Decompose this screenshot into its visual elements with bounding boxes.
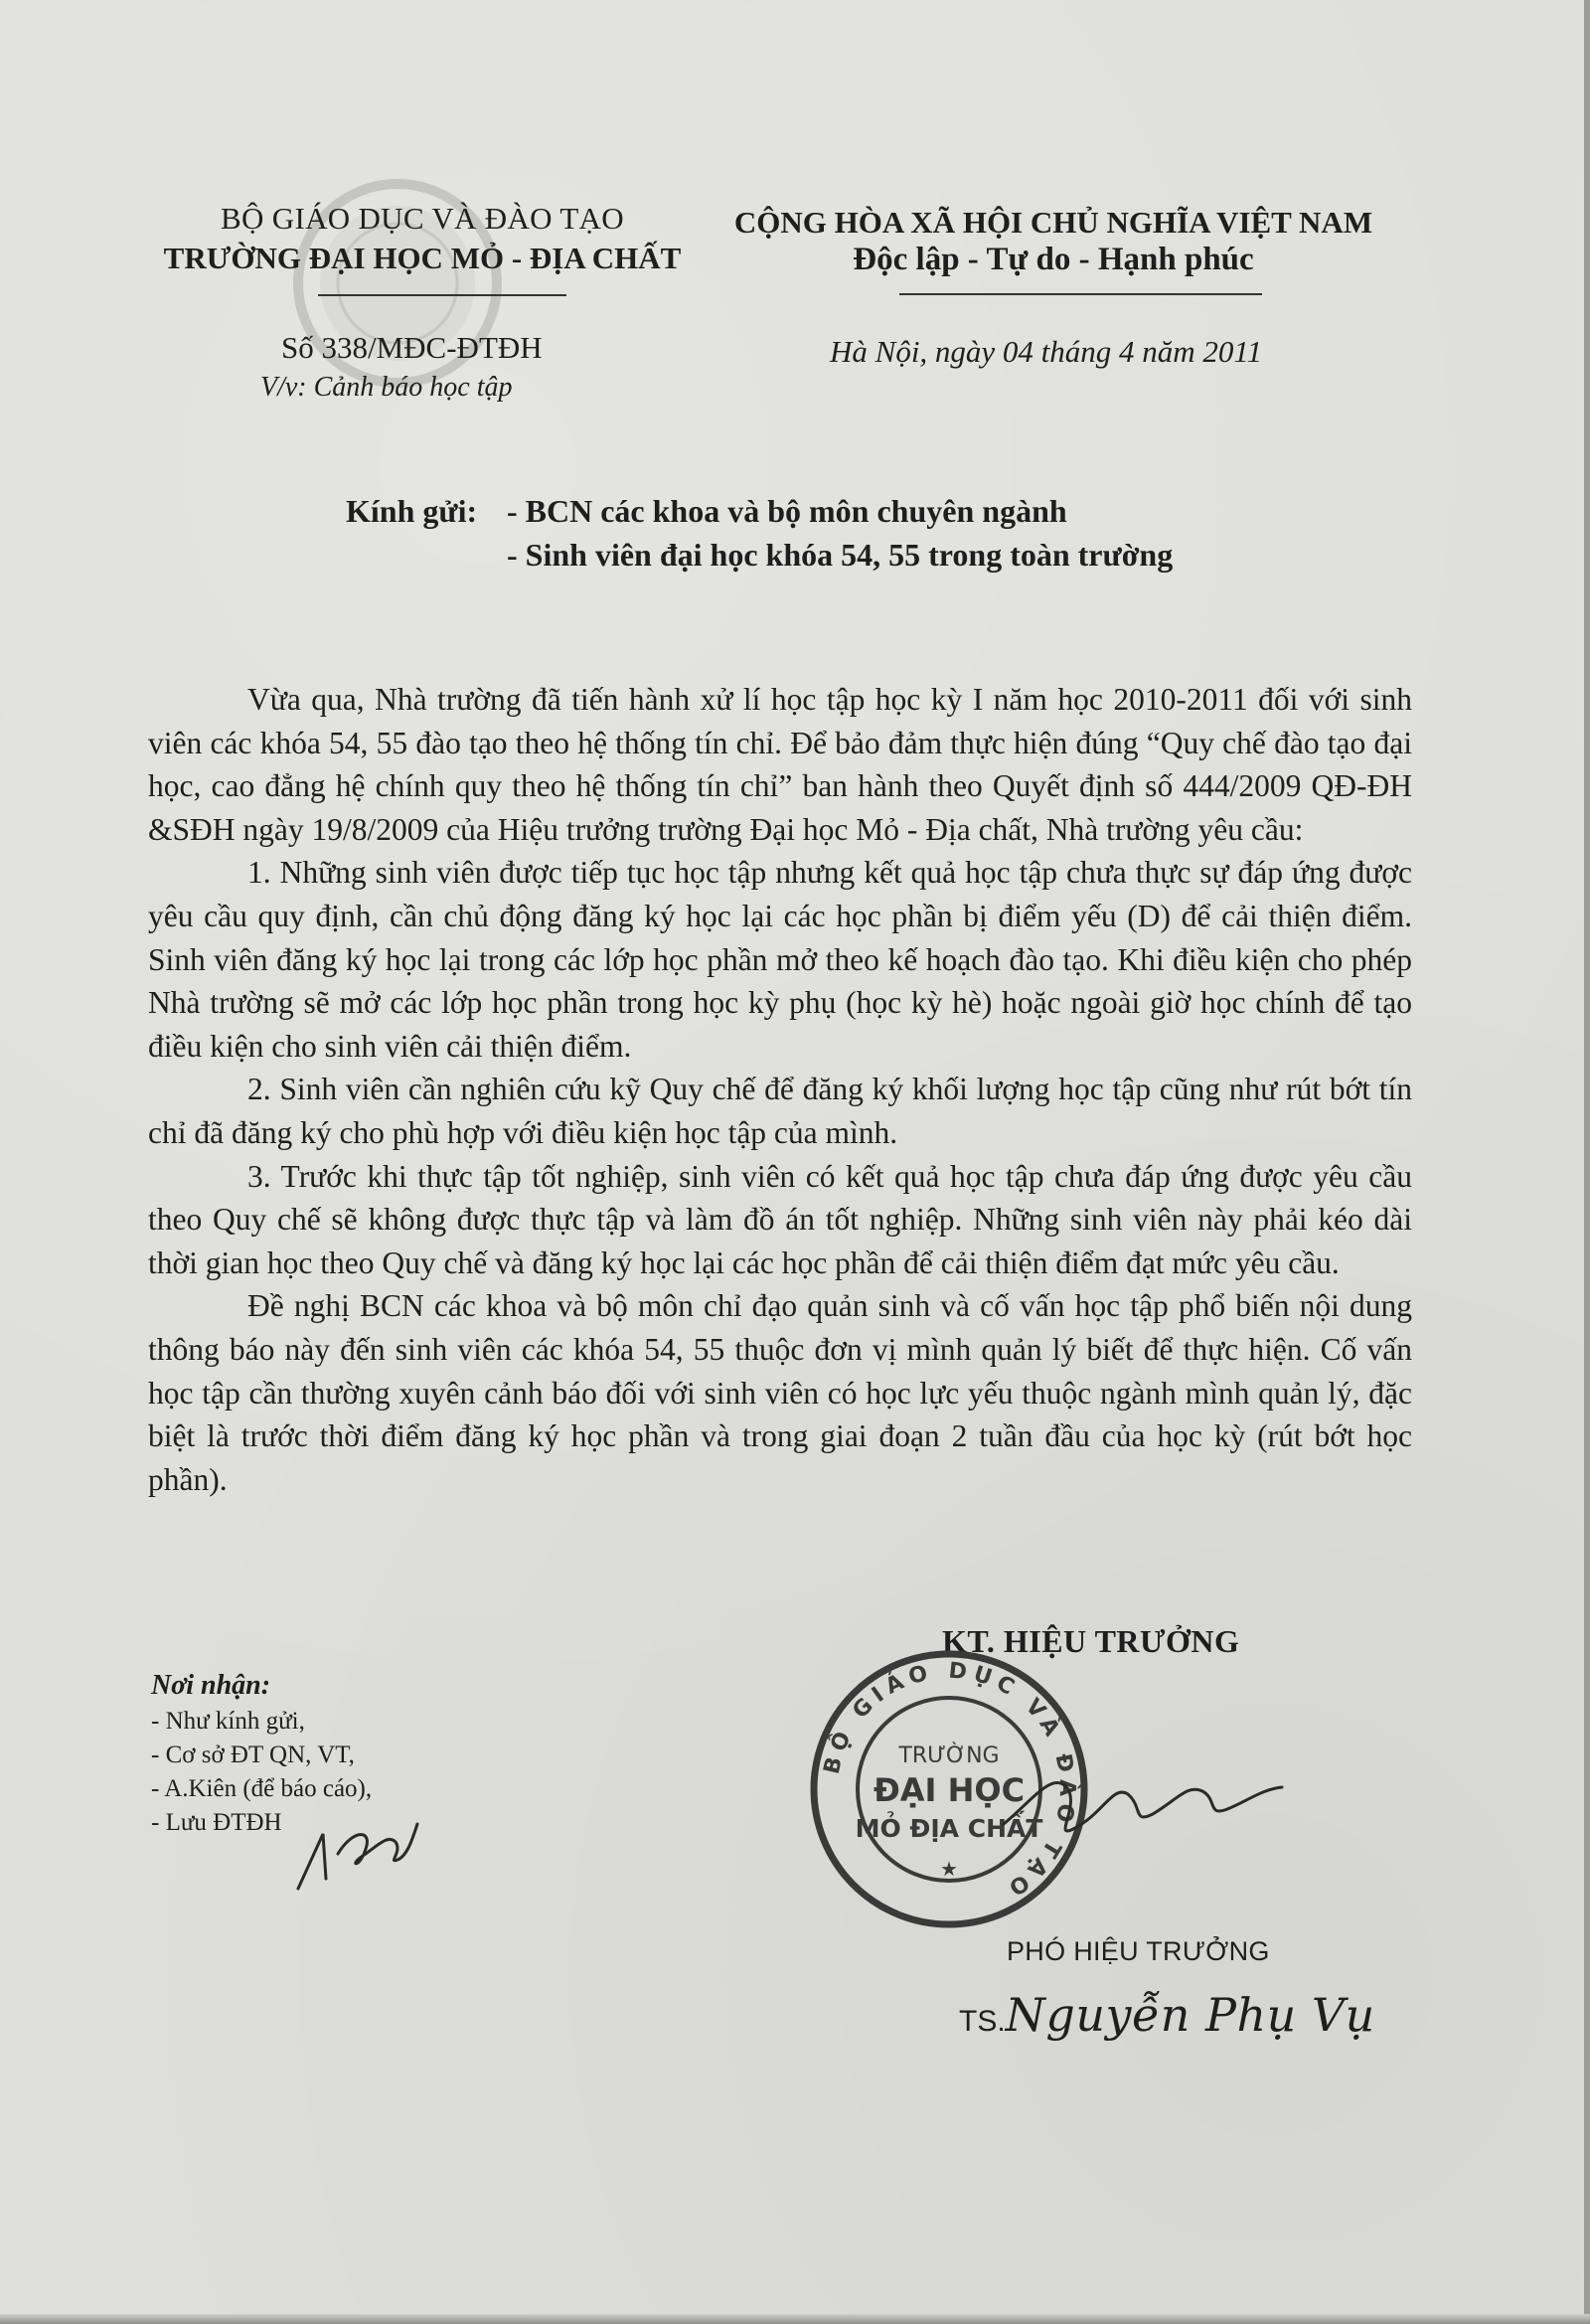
distribution-title: Nơi nhận:: [151, 1670, 271, 1701]
country-name: CỘNG HÒA XÃ HỘI CHỦ NGHĨA VIỆT NAM: [733, 205, 1373, 240]
stamp-star-icon: ★: [940, 1857, 958, 1881]
body-paragraph: 2. Sinh viên cần nghiên cứu kỹ Quy chế để đăng ký khối lượng học tập cũng như rút bớt tín chỉ đã đăng ký cho phù hợp với điều kiện học tập của mình.: [148, 1072, 1412, 1150]
signer-full-name: Nguyễn Phụ Vụ: [1005, 1988, 1375, 2042]
signer-position: PHÓ HIỆU TRƯỞNG: [1007, 1936, 1270, 1966]
document-subject: V/v: Cảnh báo học tập: [260, 372, 513, 403]
distribution-item: - Cơ sở ĐT QN, VT,: [151, 1742, 355, 1768]
signature-title: KT. HIỆU TRƯỞNG: [942, 1623, 1240, 1659]
distribution-item: - Lưu ĐTĐH: [151, 1809, 282, 1836]
body-paragraph: 1. Những sinh viên được tiếp tục học tập nhưng kết quả học tập chưa thực sự đáp ứng được yêu cầu quy định, cần chủ động đăng ký học lại các học phần bị điểm yếu (D) để cải thiện điểm. Sinh viên đăng ký học lại trong các lớp học phần mở theo kế hoạch đào tạo. Khi điều kiện cho phép Nhà trường sẽ mở các lớp học phần trong học kỳ phụ (học kỳ hè) hoặc ngoài giờ học chính để tạo điều kiện cho sinh viên cải thiện điểm.: [148, 855, 1412, 1064]
initials-scribble-icon: [278, 1794, 427, 1904]
distribution-item: - Như kính gửi,: [151, 1708, 305, 1735]
signer-name: [959, 1988, 1375, 2042]
stamp-line-2: ĐẠI HỌC: [873, 1771, 1026, 1809]
scan-edge-bottom: [0, 2314, 1590, 2324]
recipient-line: - BCN các khoa và bộ môn chuyên ngành: [507, 493, 1067, 529]
scan-edge-right: [1584, 0, 1590, 2324]
stamp-outer-text: BỘ GIÁO DỤC VÀ ĐÀO TẠO: [819, 1658, 1080, 1904]
signer-prefix: TS.: [959, 2005, 1006, 2038]
body-paragraph: Đề nghị BCN các khoa và bộ môn chỉ đạo quản sinh và cố vấn học tập phổ biến nội dung thông báo này đến sinh viên các khóa 54, 55 thuộc đơn vị mình quản lý biết để thực hiện. Cố vấn học tập cần thường xuyên cảnh báo đối với sinh viên có học lực yếu thuộc ngành mình quản lý, đặc biệt là trước thời điểm đăng ký học phần và trong giai đoạn 2 tuần đầu của học kỳ (rút bớt học phần).: [148, 1288, 1412, 1497]
document-number: Số 338/MĐC-ĐTĐH: [281, 330, 543, 365]
distribution-item: - A.Kiên (để báo cáo),: [151, 1775, 373, 1802]
university-name: TRƯỜNG ĐẠI HỌC MỎ - ĐỊA CHẤT: [163, 241, 682, 275]
ministry-name: BỘ GIÁO DỤC VÀ ĐÀO TẠO: [221, 201, 624, 236]
header-right-divider: [899, 293, 1262, 295]
letter-body: [148, 678, 1412, 1501]
stamp-line-1: TRƯỜNG: [898, 1743, 1000, 1768]
header-left-divider: [318, 294, 566, 296]
stamp-line-3: MỎ ĐỊA CHẤT: [855, 1814, 1043, 1843]
national-motto: Độc lập - Tự do - Hạnh phúc: [853, 242, 1254, 277]
handwritten-signature-icon: [994, 1730, 1292, 1859]
body-paragraph: Vừa qua, Nhà trường đã tiến hành xử lí học tập học kỳ I năm học 2010-2011 đối với sinh viên các khóa 54, 55 đào tạo theo hệ thống tín chỉ. Để bảo đảm thực hiện đúng “Quy chế đào tạo đại học, cao đẳng hệ chính quy theo hệ thống tín chỉ” ban hành theo Quyết định số 444/2009 QĐ-ĐH &SĐH ngày 19/8/2009 của Hiệu trưởng trường Đại học Mỏ - Địa chất, Nhà trường yêu cầu:: [148, 682, 1412, 847]
recipient-line: - Sinh viên đại học khóa 54, 55 trong toàn trường: [507, 537, 1174, 573]
recipients-label: Kính gửi:: [346, 493, 478, 529]
place-date: Hà Nội, ngày 04 tháng 4 năm 2011: [830, 334, 1263, 369]
body-paragraph: 3. Trước khi thực tập tốt nghiệp, sinh viên có kết quả học tập chưa đáp ứng được yêu cầu theo Quy chế sẽ không được thực tập và làm đồ án tốt nghiệp. Những sinh viên này phải kéo dài thời gian học theo Quy chế và đăng ký học lại các học phần để cải thiện điểm đạt mức yêu cầu.: [148, 1158, 1412, 1280]
